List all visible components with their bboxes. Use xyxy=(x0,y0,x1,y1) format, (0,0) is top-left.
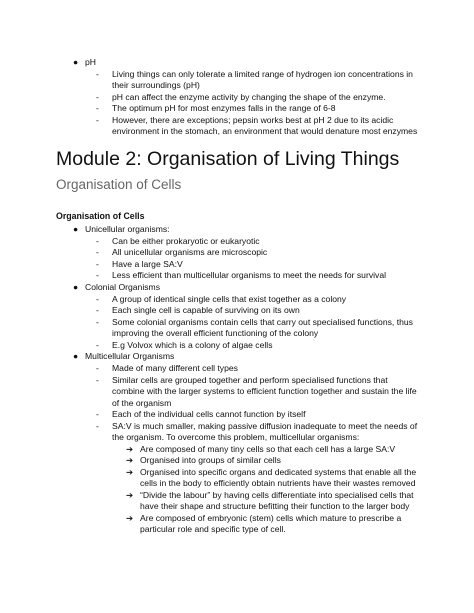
multicellular-subitem-4-line-2: have their shape and structure befitting their function to the larger body xyxy=(140,501,410,511)
arrow-icon: ➔ xyxy=(126,513,134,523)
dash-bullet: - xyxy=(96,421,99,431)
bullet: ● xyxy=(73,351,79,361)
multicellular-item-2-line-2: combine with the larger systems to efficient function together and sustain the life xyxy=(112,386,417,396)
ph-item-3: The optimum pH for most enzymes falls in the range of 6-8 xyxy=(112,103,336,113)
unicellular-item-4: Less efficient than multicellular organisms to meet the needs for survival xyxy=(112,270,387,280)
arrow-icon: ➔ xyxy=(126,455,134,465)
ph-item-1-line-2: their surroundings (pH) xyxy=(112,80,200,90)
bullet: ● xyxy=(73,57,79,67)
module-title: Module 2: Organisation of Living Things xyxy=(56,148,400,170)
unicellular-item-3: Have a large SA:V xyxy=(112,259,183,269)
bullet: ● xyxy=(73,282,79,292)
dash-bullet: - xyxy=(96,305,99,315)
unicellular-label: Unicellular organisms: xyxy=(85,224,170,234)
ph-label: pH xyxy=(85,57,96,67)
multicellular-item-3: Each of the individual cells cannot function by itself xyxy=(112,409,306,419)
dash-bullet: - xyxy=(96,259,99,269)
dash-bullet: - xyxy=(96,340,99,350)
multicellular-label: Multicellular Organisms xyxy=(85,351,175,361)
colonial-item-3-line-1: Some colonial organisms contain cells that carry out specialised functions, thus xyxy=(112,317,413,327)
ph-item-4-line-1: However, there are exceptions; pepsin works best at pH 2 due to its acidic xyxy=(112,115,394,125)
dash-bullet: - xyxy=(96,236,99,246)
multicellular-item-2-line-1: Similar cells are grouped together and perform specialised functions that xyxy=(112,375,388,385)
multicellular-item-1: Made of many different cell types xyxy=(112,363,238,373)
colonial-item-2: Each single cell is capable of surviving on its own xyxy=(112,305,300,315)
bullet: ● xyxy=(73,224,79,234)
multicellular-subitem-3-line-2: cells in the body to efficiently obtain nutrients have their wastes removed xyxy=(140,478,416,488)
dash-bullet: - xyxy=(96,69,99,79)
colonial-item-3-line-2: improving the overall efficient functioning of the colony xyxy=(112,328,319,338)
multicellular-subitem-4-line-1: “Divide the labour” by having cells differentiate into specialised cells that xyxy=(140,490,414,500)
dash-bullet: - xyxy=(96,294,99,304)
dash-bullet: - xyxy=(96,363,99,373)
dash-bullet: - xyxy=(96,92,99,102)
arrow-icon: ➔ xyxy=(126,467,134,477)
arrow-icon: ➔ xyxy=(126,444,134,454)
multicellular-subitem-5-line-1: Are composed of embryonic (stem) cells which mature to prescribe a xyxy=(140,513,402,523)
multicellular-subitem-5-line-2: particular role and specific type of cell. xyxy=(140,524,286,534)
multicellular-item-4-line-1: SA:V is much smaller, making passive diffusion inadequate to meet the needs of xyxy=(112,421,418,431)
ph-item-1-line-1: Living things can only tolerate a limited range of hydrogen ion concentrations in xyxy=(112,69,413,79)
multicellular-subitem-2: Organised into groups of similar cells xyxy=(140,455,281,465)
dash-bullet: - xyxy=(96,375,99,385)
dash-bullet: - xyxy=(96,247,99,257)
multicellular-subitem-3-line-1: Organised into specific organs and dedicated systems that enable all the xyxy=(140,467,417,477)
multicellular-item-4-line-2: the organism. To overcome this problem, multicellular organisms: xyxy=(112,432,360,442)
dash-bullet: - xyxy=(96,317,99,327)
colonial-item-1: A group of identical single cells that exist together as a colony xyxy=(112,294,347,304)
dash-bullet: - xyxy=(96,409,99,419)
colonial-label: Colonial Organisms xyxy=(85,282,160,292)
unicellular-item-1: Can be either prokaryotic or eukaryotic xyxy=(112,236,260,246)
multicellular-item-2-line-3: of the organism xyxy=(112,398,172,408)
section-heading: Organisation of Cells xyxy=(56,211,145,221)
subtitle: Organisation of Cells xyxy=(56,177,182,192)
dash-bullet: - xyxy=(96,103,99,113)
ph-item-4-line-2: environment in the stomach, an environment that would denature most enzymes xyxy=(112,126,418,136)
dash-bullet: - xyxy=(96,115,99,125)
unicellular-item-2: All unicellular organisms are microscopic xyxy=(112,247,268,257)
arrow-icon: ➔ xyxy=(126,490,134,500)
multicellular-subitem-1: Are composed of many tiny cells so that each cell has a large SA:V xyxy=(140,444,396,454)
ph-item-2: pH can affect the enzyme activity by changing the shape of the enzyme. xyxy=(112,92,386,102)
colonial-item-4: E.g Volvox which is a colony of algae cells xyxy=(112,340,273,350)
dash-bullet: - xyxy=(96,270,99,280)
